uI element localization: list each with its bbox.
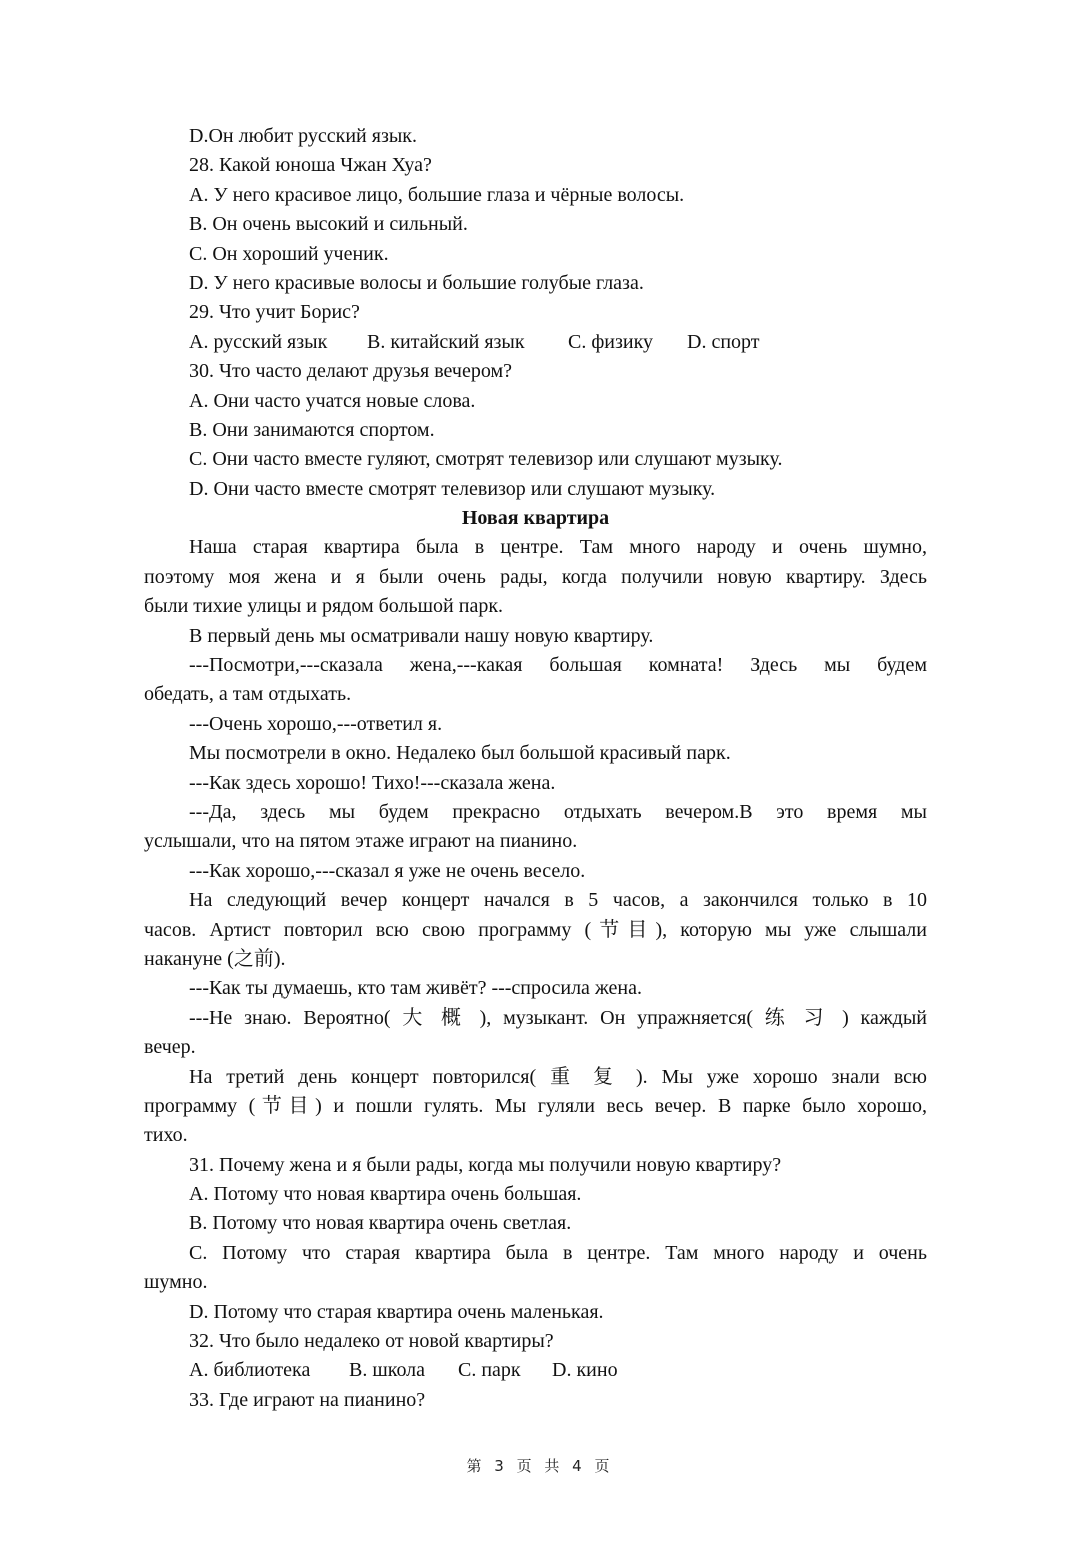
- answer-option: C. Он хороший ученик.: [189, 242, 389, 265]
- page-number-footer: 第 3 页 共 4 页: [466, 1457, 614, 1475]
- text-line: программу (节目) и пошли гулять. Мы гуляли весь вечер. В парке было хорошо,: [144, 1094, 927, 1117]
- text-line: ---Не знаю. Вероятно( 大 概 ), музыкант. Он упражняется( 练 习 ) каждый: [189, 1006, 927, 1029]
- text-line: услышали, что на пятом этаже играют на пианино.: [144, 830, 578, 853]
- answer-option: A. библиотека: [189, 1359, 311, 1382]
- answer-options-row: [144, 328, 927, 357]
- answer-option: C. Потому что старая квартира была в центре. Там много народу и очень: [189, 1241, 927, 1264]
- text-line: вечер.: [144, 1036, 196, 1059]
- question-31: 31. Почему жена и я были рады, когда мы получили новую квартиру?: [189, 1153, 782, 1176]
- question-30: 30. Что часто делают друзья вечером?: [189, 360, 513, 383]
- answer-option: A. русский язык: [189, 330, 328, 353]
- answer-option: A. Они часто учатся новые слова.: [189, 389, 476, 412]
- answer-option: D. спорт: [687, 330, 760, 353]
- question-29: 29. Что учит Борис?: [189, 301, 360, 324]
- answer-option: D.Он любит русский язык.: [189, 125, 417, 147]
- answer-option: B. Он очень высокий и сильный.: [189, 213, 468, 236]
- text-line: обедать, а там отдыхать.: [144, 683, 352, 706]
- answer-option-continued: шумно.: [144, 1271, 208, 1294]
- text-line: ---Посмотри,---сказала жена,---какая большая комната! Здесь мы будем: [189, 654, 927, 677]
- text-line: В первый день мы осматривали нашу новую квартиру.: [189, 624, 654, 647]
- text-line: ---Очень хорошо,---ответил я.: [189, 712, 443, 735]
- answer-options-row: [144, 1356, 927, 1385]
- answer-option: D. Они часто вместе смотрят телевизор или слушают музыку.: [189, 477, 716, 500]
- text-line: ---Как здесь хорошо! Тихо!---сказала жена.: [189, 771, 556, 794]
- answer-option: B. Потому что новая квартира очень светлая.: [189, 1212, 572, 1235]
- text-line: часов. Артист повторил всю свою программу (节目), которую мы уже слышали: [144, 918, 927, 941]
- answer-option: A. Потому что новая квартира очень большая.: [189, 1183, 582, 1206]
- answer-option: D. кино: [552, 1359, 618, 1382]
- text-line: Мы посмотрели в окно. Недалеко был большой красивый парк.: [189, 742, 731, 765]
- text-line: На следующий вечер концерт начался в 5 часов, а закончился только в 10: [189, 889, 927, 912]
- answer-option: B. школа: [349, 1359, 426, 1382]
- answer-option: C. физику: [568, 330, 654, 353]
- question-33: 33. Где играют на пианино?: [189, 1388, 426, 1411]
- text-line: ---Как хорошо,---сказал я уже не очень весело.: [189, 859, 586, 882]
- text-line: ---Да, здесь мы будем прекрасно отдыхать вечером.В это время мы: [189, 800, 927, 823]
- text-line: были тихие улицы и рядом большой парк.: [144, 595, 504, 618]
- answer-option: D. Потому что старая квартира очень маленькая.: [189, 1300, 604, 1323]
- text-line: На третий день концерт повторился( 重 复 ). Мы уже хорошо знали всю: [189, 1065, 927, 1088]
- text-title: Новая квартира: [461, 507, 610, 530]
- text-line: ---Как ты думаешь, кто там живёт? ---спросила жена.: [189, 977, 642, 1000]
- question-28: 28. Какой юноша Чжан Хуа?: [189, 154, 432, 177]
- answer-option: A. У него красивое лицо, большие глаза и чёрные волосы.: [189, 183, 685, 206]
- answer-option: C. парк: [458, 1359, 521, 1382]
- answer-option: B. китайский язык: [367, 330, 525, 353]
- answer-option: B. Они занимаются спортом.: [189, 418, 435, 441]
- text-line: тихо.: [144, 1124, 188, 1147]
- answer-option: C. Они часто вместе гуляют, смотрят телевизор или слушают музыку.: [189, 448, 783, 471]
- question-32: 32. Что было недалеко от новой квартиры?: [189, 1330, 554, 1353]
- text-line: Наша старая квартира была в центре. Там много народу и очень шумно,: [189, 536, 927, 559]
- text-line: накануне (之前).: [144, 947, 286, 970]
- text-line: поэтому моя жена и я были очень рады, когда получили новую квартиру. Здесь: [144, 565, 927, 588]
- page-content: [144, 122, 927, 1415]
- answer-option: D. У него красивые волосы и большие голубые глаза.: [189, 271, 644, 294]
